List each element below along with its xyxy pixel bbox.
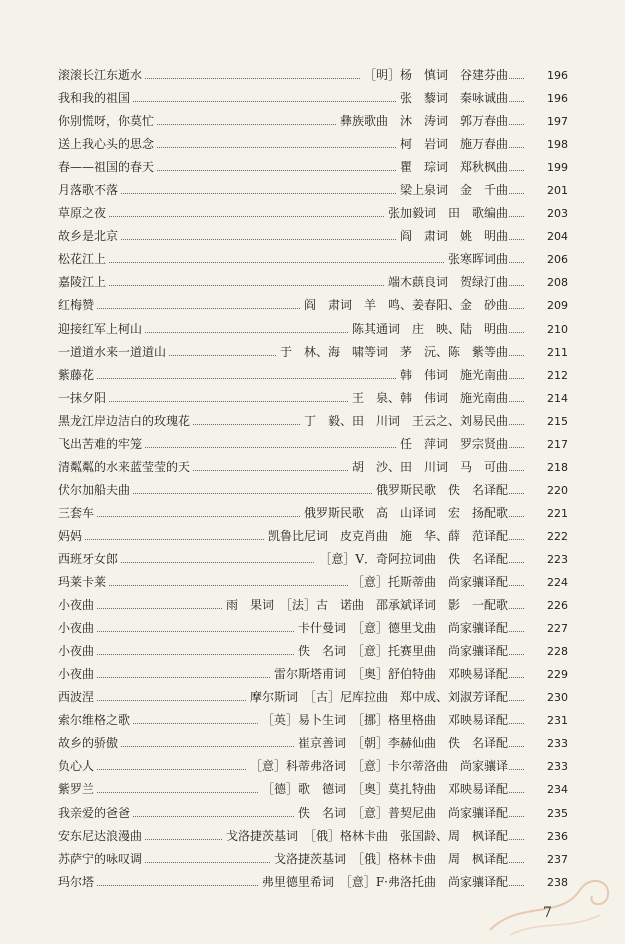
- entry-credits: ［意］托斯蒂曲 尚家骧译配: [348, 571, 508, 594]
- entry-credits: 崔京善词 ［朝］李赫仙曲 佚 名译配: [294, 732, 508, 755]
- entry-page-number: 196: [547, 92, 568, 106]
- entry-page-number: 196: [547, 69, 568, 82]
- entry-title: 春——祖国的春天: [58, 156, 157, 179]
- entry-credits: 阎 肃词 羊 鸣、姜春阳、金 砂曲: [300, 294, 508, 317]
- entry-title: 紫藤花: [58, 364, 97, 387]
- entry-credits: 张寒晖词曲: [444, 248, 508, 271]
- entry-page-number: 227: [547, 622, 568, 636]
- entry-page-number: 206: [547, 253, 568, 267]
- entry-page-number: 222: [547, 529, 568, 543]
- entry-page-number: 198: [547, 138, 568, 152]
- entry-title: 我亲爱的爸爸: [58, 802, 133, 825]
- entry-title: 你别慌呀，你莫忙: [58, 110, 157, 133]
- entry-page-number: 210: [547, 322, 568, 336]
- entry-credits: 雨 果词 ［法］古 诺曲 邵承斌译词 影 一配歌: [222, 594, 508, 617]
- entry-credits: 王 泉、韩 伟词 施光南曲: [348, 387, 508, 410]
- entry-page-number: 234: [547, 783, 568, 797]
- entry-page-number: 212: [547, 368, 568, 382]
- entry-title: 清粼粼的水来蓝莹莹的天: [58, 456, 193, 479]
- entry-credits: 戈洛捷茨基词 ［俄］格林卡曲 周 枫译配: [270, 848, 508, 871]
- entry-credits: ［英］易卜生词 ［挪］格里格曲 邓映易译配: [258, 709, 508, 732]
- entry-credits: ［明］杨 慎词 谷建芬曲: [360, 64, 508, 87]
- entry-credits: 摩尔斯词 ［古］尼库拉曲 郑中成、刘淑芳译配: [246, 686, 508, 709]
- entry-title: 小夜曲: [58, 663, 97, 686]
- entry-title: 负心人: [58, 755, 97, 778]
- entry-credits: 彝族歌曲 沐 涛词 郭万春曲: [336, 110, 508, 133]
- entry-credits: 卡什曼词 ［意］德里戈曲 尚家骧译配: [294, 617, 508, 640]
- entry-title: 嘉陵江上: [58, 271, 109, 294]
- entry-page-number: 197: [547, 115, 568, 129]
- entry-title: 小夜曲: [58, 617, 97, 640]
- entry-title: 一道道水来一道道山: [58, 341, 169, 364]
- entry-title: 黑龙江岸边洁白的玫瑰花: [58, 410, 193, 433]
- entry-page-number: 203: [547, 207, 568, 221]
- entry-page-number: 208: [547, 276, 568, 290]
- entry-page-number: 217: [547, 437, 568, 451]
- entry-page-number: 226: [547, 599, 568, 613]
- entry-page-number: 209: [547, 299, 568, 313]
- entry-title: 苏萨宁的咏叹调: [58, 848, 145, 871]
- table-of-contents: [58, 64, 568, 894]
- entry-credits: 柯 岩词 施万春曲: [396, 133, 508, 156]
- entry-title: 玛莱卡莱: [58, 571, 109, 594]
- entry-title: 故乡是北京: [58, 225, 121, 248]
- entry-page-number: 236: [547, 829, 568, 843]
- entry-title: 草原之夜: [58, 202, 109, 225]
- entry-title: 玛尔塔: [58, 871, 97, 894]
- entry-title: 三套车: [58, 502, 97, 525]
- entry-credits: ［德］歌 德词 ［奥］莫扎特曲 邓映易译配: [258, 778, 508, 801]
- entry-credits: 凯鲁比尼词 皮克肖曲 施 华、薛 范译配: [264, 525, 508, 548]
- entry-credits: 佚 名词 ［意］托赛里曲 尚家骧译配: [294, 640, 508, 663]
- entry-page-number: 229: [547, 668, 568, 682]
- entry-title: 小夜曲: [58, 640, 97, 663]
- entry-title: 滚滚长江东逝水: [58, 64, 145, 87]
- entry-title: 红梅赞: [58, 294, 97, 317]
- entry-credits: 戈洛捷茨基词 ［俄］格林卡曲 张国龄、周 枫译配: [222, 825, 508, 848]
- entry-credits: 佚 名词 ［意］普契尼曲 尚家骧译配: [294, 802, 508, 825]
- entry-page-number: 224: [547, 576, 568, 590]
- entry-credits: 弗里德里希词 ［意］F·弗洛托曲 尚家骧译配: [258, 871, 508, 894]
- entry-title: 故乡的骄傲: [58, 732, 121, 755]
- entry-page-number: 238: [547, 875, 568, 889]
- entry-credits: 雷尔斯塔甫词 ［奥］舒伯特曲 邓映易译配: [270, 663, 508, 686]
- entry-credits: 陈其通词 庄 映、陆 明曲: [348, 318, 508, 341]
- entry-credits: 张 藜词 秦咏诚曲: [396, 87, 508, 110]
- entry-credits: 丁 毅、田 川词 王云之、刘易民曲: [300, 410, 508, 433]
- entry-page-number: 228: [547, 645, 568, 659]
- entry-credits: 韩 伟词 施光南曲: [396, 364, 508, 387]
- entry-credits: 梁上泉词 金 千曲: [396, 179, 508, 202]
- entry-title: 我和我的祖国: [58, 87, 133, 110]
- entry-page-number: 237: [547, 852, 568, 866]
- entry-title: 索尔维格之歌: [58, 709, 133, 732]
- entry-page-number: 231: [547, 714, 568, 728]
- entry-title: 安东尼达浪漫曲: [58, 825, 145, 848]
- entry-page-number: 235: [547, 806, 568, 820]
- entry-title: 紫罗兰: [58, 778, 97, 801]
- entry-page-number: 220: [547, 483, 568, 497]
- entry-title: 飞出苦难的牢笼: [58, 433, 145, 456]
- entry-title: 一抹夕阳: [58, 387, 109, 410]
- entry-credits: 胡 沙、田 川词 马 可曲: [348, 456, 508, 479]
- page-number: 7: [543, 905, 552, 921]
- entry-credits: 张加毅词 田 歌编曲: [384, 202, 508, 225]
- entry-credits: 俄罗斯民歌 高 山译词 宏 扬配歌: [300, 502, 508, 525]
- entry-title: 小夜曲: [58, 594, 97, 617]
- entry-credits: 瞿 琮词 郑秋枫曲: [396, 156, 508, 179]
- entry-credits: 俄罗斯民歌 佚 名译配: [372, 479, 508, 502]
- entry-title: 西班牙女郎: [58, 548, 121, 571]
- entry-title: 伏尔加船夫曲: [58, 479, 133, 502]
- entry-credits: 阎 肃词 姚 明曲: [396, 225, 508, 248]
- entry-credits: ［意］V．奇阿拉词曲 佚 名译配: [315, 548, 508, 571]
- entry-title: 迎接红军上柯山: [58, 318, 145, 341]
- entry-credits: ［意］科蒂弗洛词 ［意］卡尔蒂洛曲 尚家骧译: [246, 755, 508, 778]
- entry-title: 西波涅: [58, 686, 97, 709]
- entry-page-number: 201: [547, 184, 568, 198]
- entry-page-number: 233: [547, 737, 568, 751]
- entry-page-number: 230: [547, 691, 568, 705]
- decorative-swirl-icon: [480, 860, 620, 940]
- entry-title: 送上我心头的思念: [58, 133, 157, 156]
- entry-page-number: 214: [547, 391, 568, 405]
- entry-page-number: 218: [547, 460, 568, 474]
- entry-credits: 端木蕻良词 贺绿汀曲: [384, 271, 508, 294]
- entry-title: 松花江上: [58, 248, 109, 271]
- entry-page-number: 233: [547, 760, 568, 774]
- entry-credits: 任 萍词 罗宗贤曲: [396, 433, 508, 456]
- entry-page-number: 221: [547, 506, 568, 520]
- entry-title: 月落歌不落: [58, 179, 121, 202]
- entry-page-number: 215: [547, 414, 568, 428]
- entry-page-number: 204: [547, 230, 568, 244]
- entry-title: 妈妈: [58, 525, 85, 548]
- entry-page-number: 211: [547, 345, 568, 359]
- entry-page-number: 223: [547, 552, 568, 566]
- entry-credits: 于 林、海 啸等词 茅 沅、陈 紫等曲: [276, 341, 508, 364]
- entry-page-number: 199: [547, 161, 568, 175]
